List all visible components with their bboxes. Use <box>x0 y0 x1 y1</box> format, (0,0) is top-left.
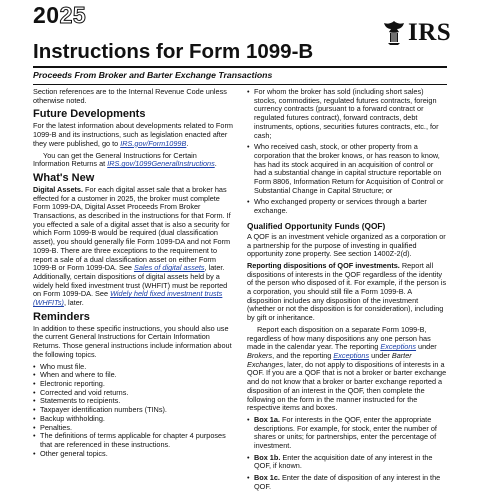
box-1a-item <box>247 416 447 451</box>
whfit-link[interactable]: Widely held fixed investment trusts (WHFITs) <box>33 289 223 308</box>
brokers-ref: Brokers <box>247 350 273 360</box>
reminders-intro: In addition to these specific instructions, you should also use the current General Instructions for Certain Information Returns. Those general instructions include information about the following topics. <box>33 323 232 359</box>
digital-assets-text: For each digital asset sale that a broker has effected for a customer in 2025, the broker must complete Form 1099-DA, Digital Asset Proceeds From Broker Transactions, as described in the instructions for that Form. If you effected a sale of a digital asset that is also a security for which Form 1099-B would be required (dual classification asset), you should generally file Form 1099-DA and not Form 1099-B. There are three exceptions to the requirement to report a sale of a dual classification asset on either Form 1099-B or Form 1099-DA. See <box>33 184 231 273</box>
broker-bullet-barter: • Who exchanged property or services through a barter exchange. <box>247 198 447 215</box>
separate-text-2: under <box>416 342 437 352</box>
barter-exchanges-ref: Barter Exchanges <box>247 350 412 369</box>
intro-text: Section references are to the Internal Revenue Code unless otherwise noted. <box>33 87 227 105</box>
box-1b-text: Enter the acquisition date of any interest in the QOF, if known. <box>254 452 433 471</box>
box-1a-lead: Box 1a. <box>254 414 280 424</box>
general-instructions-link[interactable]: IRS.gov/1099GeneralInstructions <box>107 159 215 169</box>
list-item: • Electronic reporting. <box>33 380 233 389</box>
irs-logo-text: IRS <box>408 19 452 46</box>
list-item: • Taxpayer identification numbers (TINs). <box>33 406 233 415</box>
digital-assets-text-2: , later. Additionally, certain dispositions of digital assets held by a widely held fixed investment trust (WHFIT) must be reported on Form 1099-DA. See <box>33 263 228 299</box>
list-item: • The definitions of terms applicable for chapter 4 purposes that are referenced in these instructions. <box>33 432 233 449</box>
title-rule <box>33 66 447 68</box>
reminders-heading: Reminders <box>33 310 90 323</box>
digital-assets-paragraph <box>33 186 233 308</box>
page-subtitle: Proceeds From Broker and Barter Exchange Transactions <box>33 70 273 80</box>
form-year <box>33 2 86 29</box>
digital-assets-lead: Digital Assets. <box>33 184 84 194</box>
brokers-exceptions-link[interactable]: Exceptions <box>380 342 417 352</box>
reporting-qof-lead: Reporting dispositions of QOF investments. <box>247 260 400 270</box>
irs-logo <box>382 17 451 49</box>
form1099b-link[interactable]: IRS.gov/Form1099B <box>120 138 187 148</box>
whats-new-heading: What's New <box>33 171 95 184</box>
reporting-qof-text: Report all dispositions of interests in the QOF regardless of the identity of the person who disposed of it. For example, if the person is a corporation, you should still file a Form 1099-B. A disposition includes any disposition of the investment (whether or not the disposition is for consideration), including by gift or inheritance. <box>247 260 447 323</box>
digital-assets-text-3: , later. <box>63 298 84 308</box>
sales-of-digital-assets-link[interactable]: Sales of digital assets <box>134 263 205 273</box>
future-text: For the latest information about developments related to Form 1099-B and its instructions, such as legislation enacted after they were published, go to <box>33 121 233 148</box>
list-item: • Corrected and void returns. <box>33 389 233 398</box>
page-title: Instructions for Form 1099-B <box>33 40 314 63</box>
list-item: • Penalties. <box>33 424 233 433</box>
box-1b-item <box>247 454 447 471</box>
future-text-end: . <box>186 138 189 148</box>
separate-text: Report each disposition on a separate Form 1099-B, regardless of how many dispositions any one person has made in the calendar year. The reporting <box>247 324 431 352</box>
general-instructions-text: You can get the General Instructions for Certain Information Returns at <box>33 150 197 169</box>
left-column <box>33 88 233 458</box>
irs-eagle-icon <box>382 20 406 46</box>
qof-heading: Qualified Opportunity Funds (QOF) <box>247 220 386 231</box>
broker-bullet-received: • Who received cash, stock, or other property from a corporation that the broker knows, or has reason to know, has had its stock acquired in an acquisition of control or had a substantial change in capital structure reportable on Form 8806, Information Return for Acquisition of Control or Substantial Change in Capital Structure; or <box>247 143 447 195</box>
future-developments-heading: Future Developments <box>33 108 146 121</box>
year-outline-digits: 25 <box>59 2 87 28</box>
qof-paragraph: A QOF is an investment vehicle organized as a corporation or a partnership for the purpose of investing in qualified opportunity zone property. See section 1400Z-2(d). <box>247 231 446 259</box>
box-1c-item <box>247 474 447 491</box>
subtitle-rule <box>33 84 447 85</box>
broker-bullet-sold: • For whom the broker has sold (including short sales) stocks, commodities, regulated futures contracts, foreign currency contracts (pursuant to a forward contract or regulated futures contract), forward contracts, debt instruments, options, securities futures contracts, etc., for cash; <box>247 88 447 140</box>
list-item: • When and where to file. <box>33 371 233 380</box>
separate-text-4: under <box>369 350 392 360</box>
box-1b-lead: Box 1b. <box>254 452 281 462</box>
reporting-qof-paragraph <box>247 262 447 323</box>
list-item: • Who must file. <box>33 363 233 372</box>
box-1c-lead: Box 1c. <box>254 473 280 483</box>
separate-form-paragraph <box>247 326 447 413</box>
list-item: • Backup withholding. <box>33 415 233 424</box>
year-bold-digits: 20 <box>33 2 60 28</box>
box-1c-text: Enter the date of disposition of any interest in the QOF. <box>254 473 441 491</box>
general-instructions-paragraph <box>33 152 233 169</box>
right-column <box>247 88 447 495</box>
list-item: • Other general topics. <box>33 450 233 459</box>
list-item: • Statements to recipients. <box>33 397 233 406</box>
reminders-list <box>33 363 233 459</box>
separate-text-3: , and the reporting <box>272 350 334 360</box>
separate-text-5: , later, do not apply to dispositions of interests in a QOF. If you are a QOF that is not a broker or barter exchange and do not know that a broker or barter exchange reported a disposition of an interest in the QOF, then complete the following on the form in the manner instructed for the respective items and boxes. <box>247 359 447 413</box>
future-developments-paragraph <box>33 122 233 148</box>
box-1a-text: For interests in the QOF, enter the appropriate descriptions. For example, for stock, enter the number of shares or units; for partnerships, enter the percentage of investment. <box>254 414 437 451</box>
barter-exceptions-link[interactable]: Exceptions <box>333 350 370 360</box>
general-instructions-text-end: . <box>214 159 217 169</box>
